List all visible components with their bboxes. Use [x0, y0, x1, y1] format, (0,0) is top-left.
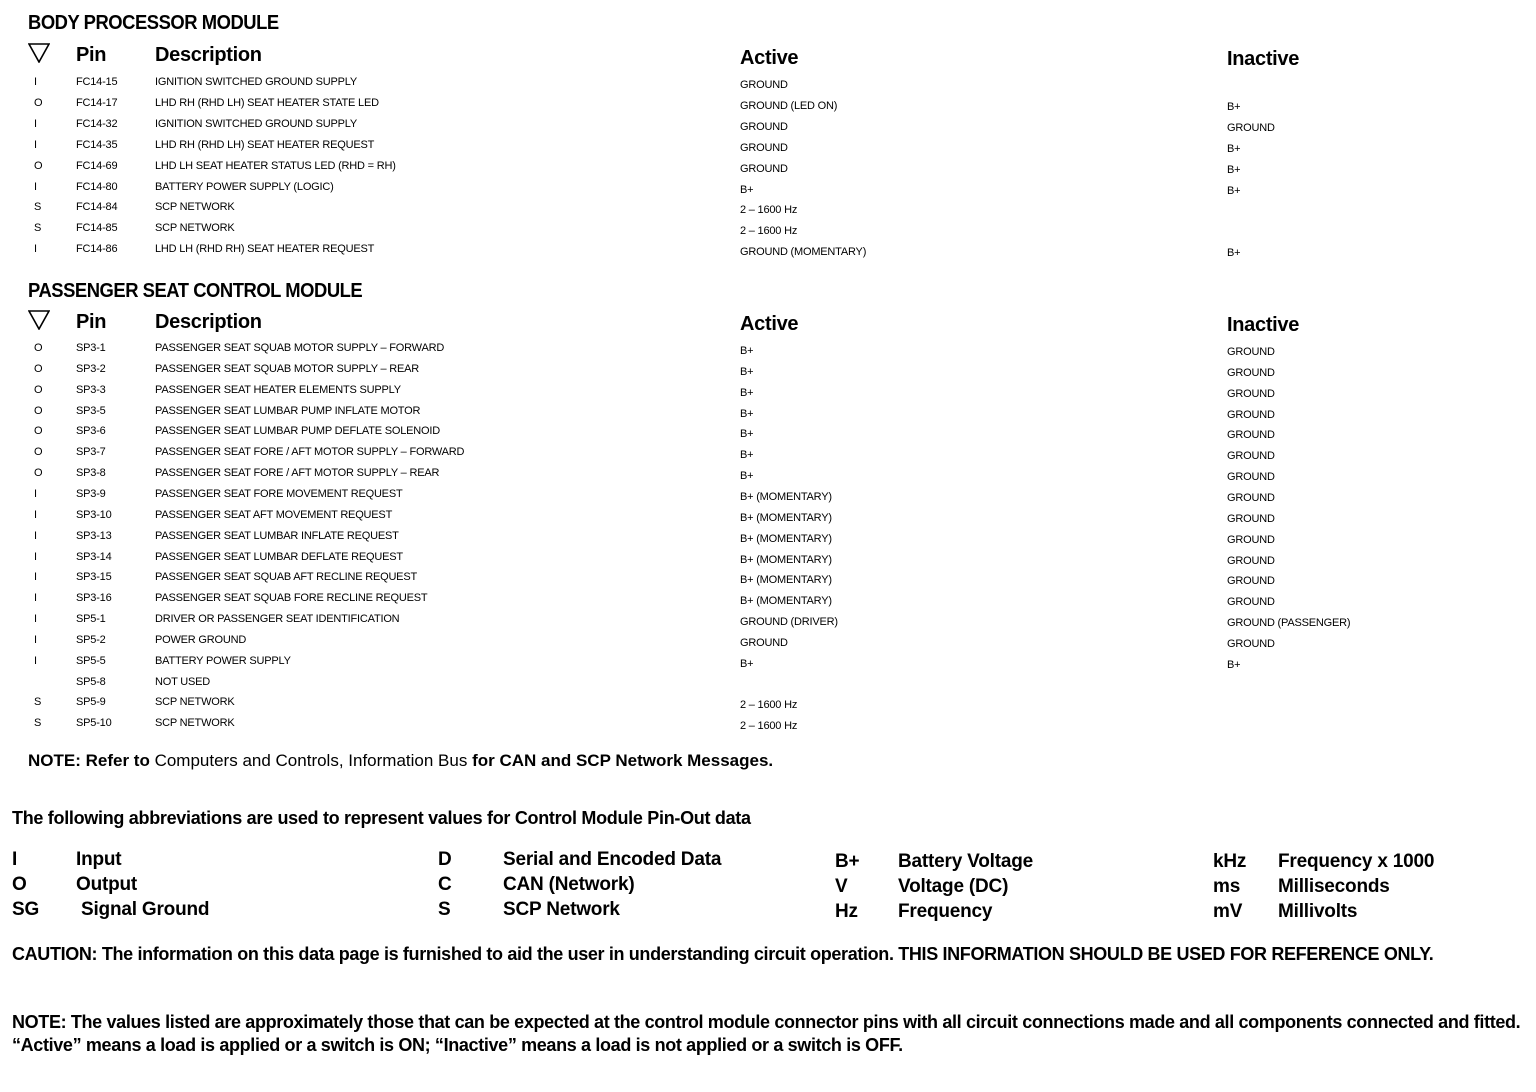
description-cell: SCP NETWORK	[155, 222, 235, 235]
table-row	[0, 201, 1536, 222]
pin-cell: FC14-35	[76, 138, 118, 151]
table-row	[0, 613, 1536, 634]
description-cell: PASSENGER SEAT LUMBAR DEFLATE REQUEST	[155, 550, 403, 563]
active-cell: B+	[740, 470, 754, 483]
io-cell: O	[34, 159, 43, 172]
pin-cell: SP3-7	[76, 446, 106, 459]
active-cell: B+	[740, 407, 754, 420]
abbreviation-meaning: Frequency x 1000	[1278, 851, 1435, 872]
pscm-header-description: Description	[155, 311, 262, 333]
active-cell: B+ (MOMENTARY)	[740, 553, 832, 566]
pin-cell: SP5-8	[76, 675, 106, 688]
network-note	[28, 751, 773, 771]
pin-cell: SP5-10	[76, 717, 112, 730]
pin-cell: FC14-32	[76, 117, 118, 130]
io-cell: O	[34, 446, 43, 459]
abbreviation-code: I	[12, 849, 18, 870]
table-row	[0, 384, 1536, 405]
io-cell: O	[34, 425, 43, 438]
description-cell: PASSENGER SEAT LUMBAR INFLATE REQUEST	[155, 529, 399, 542]
pscm-title: PASSENGER SEAT CONTROL MODULE	[28, 280, 363, 302]
active-cell: GROUND (DRIVER)	[740, 616, 838, 629]
pin-cell: FC14-85	[76, 222, 118, 235]
abbreviation-meaning: Input	[76, 849, 122, 870]
abbreviation-meaning: Output	[76, 874, 138, 895]
table-row	[0, 181, 1536, 202]
abbreviation-meaning: Millivolts	[1278, 901, 1358, 922]
description-cell: IGNITION SWITCHED GROUND SUPPLY	[155, 117, 357, 130]
abbreviation-code: SG	[12, 899, 40, 920]
inactive-cell: GROUND	[1227, 491, 1275, 504]
pin-cell: FC14-80	[76, 180, 118, 193]
pin-cell: SP3-13	[76, 529, 112, 542]
abbreviation-code: V	[835, 876, 848, 897]
io-cell: O	[34, 342, 43, 354]
inactive-cell: GROUND (PASSENGER)	[1227, 617, 1351, 630]
bpm-header-inactive: Inactive	[1227, 48, 1300, 70]
pin-cell: FC14-69	[76, 159, 118, 172]
description-cell: POWER GROUND	[155, 633, 247, 646]
io-cell: I	[34, 550, 37, 563]
inactive-cell: GROUND	[1227, 533, 1275, 546]
bpm-title: BODY PROCESSOR MODULE	[28, 12, 279, 34]
table-row	[0, 425, 1536, 446]
active-cell: B+	[740, 449, 754, 462]
pin-cell: SP3-8	[76, 467, 106, 480]
abbreviation-code: O	[12, 874, 27, 895]
io-cell: O	[34, 383, 43, 396]
active-cell: 2 – 1600 Hz	[740, 720, 798, 733]
abbreviation-code: B+	[835, 851, 860, 872]
pin-cell: SP5-2	[76, 633, 106, 646]
inactive-cell: B+	[1227, 163, 1241, 176]
io-cell: I	[34, 508, 37, 521]
inactive-cell: B+	[1227, 100, 1241, 113]
pin-cell: SP3-6	[76, 425, 106, 438]
table-row	[0, 592, 1536, 613]
description-cell: PASSENGER SEAT LUMBAR PUMP DEFLATE SOLENOID	[155, 425, 441, 438]
description-cell: PASSENGER SEAT SQUAB MOTOR SUPPLY – FORWARD	[155, 342, 445, 354]
description-cell: IGNITION SWITCHED GROUND SUPPLY	[155, 76, 357, 88]
active-cell: B+ (MOMENTARY)	[740, 595, 832, 608]
description-cell: PASSENGER SEAT LUMBAR PUMP INFLATE MOTOR	[155, 404, 421, 417]
pin-cell: SP5-1	[76, 613, 106, 626]
pin-cell: SP3-14	[76, 550, 112, 563]
table-row	[0, 446, 1536, 467]
inactive-cell: GROUND	[1227, 387, 1275, 400]
active-cell: 2 – 1600 Hz	[740, 699, 798, 712]
abbreviation-code: ms	[1213, 876, 1241, 897]
inactive-cell: B+	[1227, 184, 1241, 197]
description-cell: PASSENGER SEAT FORE / AFT MOTOR SUPPLY – FORWARD	[155, 446, 465, 459]
description-cell: LHD RH (RHD LH) SEAT HEATER REQUEST	[155, 138, 375, 151]
description-cell: PASSENGER SEAT AFT MOVEMENT REQUEST	[155, 508, 393, 521]
inactive-cell: GROUND	[1227, 366, 1275, 379]
description-cell: DRIVER OR PASSENGER SEAT IDENTIFICATION	[155, 613, 400, 626]
io-cell: S	[34, 222, 42, 235]
io-cell: I	[34, 180, 37, 193]
table-row	[0, 509, 1536, 530]
bpm-header-active: Active	[740, 47, 799, 69]
table-row	[0, 488, 1536, 509]
active-cell: B+	[740, 428, 754, 441]
pin-cell: SP3-5	[76, 404, 106, 417]
io-cell: I	[34, 613, 37, 626]
table-row	[0, 696, 1536, 717]
description-cell: SCP NETWORK	[155, 696, 235, 709]
abbreviation-meaning: SCP Network	[503, 899, 620, 920]
table-row	[0, 717, 1536, 738]
active-cell: B+ (MOMENTARY)	[740, 511, 832, 524]
abbreviation-code: mV	[1213, 901, 1243, 922]
table-row	[0, 551, 1536, 572]
table-row	[0, 118, 1536, 139]
bpm-header-description: Description	[155, 44, 262, 66]
inactive-cell: GROUND	[1227, 471, 1275, 484]
description-cell: BATTERY POWER SUPPLY (LOGIC)	[155, 180, 334, 193]
pin-cell: FC14-15	[76, 76, 118, 88]
abbreviation-meaning: CAN (Network)	[503, 874, 635, 895]
table-row	[0, 363, 1536, 384]
inactive-cell: B+	[1227, 247, 1241, 260]
description-cell: NOT USED	[155, 675, 211, 688]
description-cell: LHD LH SEAT HEATER STATUS LED (RHD = RH)	[155, 159, 396, 172]
pin-cell: SP3-16	[76, 592, 112, 605]
io-cell: I	[34, 654, 37, 667]
inactive-cell: B+	[1227, 658, 1241, 671]
io-cell: I	[34, 571, 37, 584]
description-cell: PASSENGER SEAT HEATER ELEMENTS SUPPLY	[155, 383, 401, 396]
active-cell: GROUND	[740, 162, 788, 175]
pscm-header-active: Active	[740, 313, 799, 335]
abbreviation-code: C	[438, 874, 452, 895]
inactive-cell: GROUND	[1227, 575, 1275, 588]
description-cell: SCP NETWORK	[155, 717, 235, 730]
io-cell: O	[34, 467, 43, 480]
io-cell: I	[34, 592, 37, 605]
active-cell: GROUND	[740, 120, 788, 133]
io-cell: I	[34, 76, 37, 88]
io-cell: S	[34, 717, 42, 730]
abbreviation-meaning: Milliseconds	[1278, 876, 1390, 897]
triangle-down-icon	[28, 310, 50, 330]
table-row	[0, 405, 1536, 426]
caution-text: CAUTION: The information on this data page is furnished to aid the user in understanding circuit operation. THIS INFORMATION SHOULD BE USED FOR REFERENCE ONLY.	[12, 944, 1434, 964]
pin-cell: SP3-15	[76, 571, 112, 584]
pin-cell: SP3-10	[76, 508, 112, 521]
pin-cell: SP3-9	[76, 487, 106, 500]
io-cell: O	[34, 404, 43, 417]
inactive-cell: GROUND	[1227, 346, 1275, 358]
table-row	[0, 76, 1536, 97]
active-cell: GROUND (MOMENTARY)	[740, 246, 867, 259]
inactive-cell: GROUND	[1227, 637, 1275, 650]
pin-cell: FC14-86	[76, 243, 118, 256]
inactive-cell: GROUND	[1227, 121, 1275, 134]
pin-cell: SP5-9	[76, 696, 106, 709]
active-cell: B+	[740, 365, 754, 378]
active-cell: GROUND	[740, 141, 788, 154]
active-cell: 2 – 1600 Hz	[740, 204, 798, 217]
pin-cell: FC14-17	[76, 96, 118, 109]
pscm-header-inactive: Inactive	[1227, 314, 1300, 336]
pin-cell: FC14-84	[76, 201, 118, 214]
inactive-cell: GROUND	[1227, 429, 1275, 442]
active-cell: 2 – 1600 Hz	[740, 225, 798, 238]
note-suffix: for CAN and SCP Network Messages.	[472, 751, 774, 770]
inactive-cell: GROUND	[1227, 512, 1275, 525]
description-cell: PASSENGER SEAT SQUAB AFT RECLINE REQUEST	[155, 571, 417, 584]
active-cell: B+	[740, 183, 754, 196]
abbreviations-intro: The following abbreviations are used to represent values for Control Module Pin-Out data	[12, 808, 751, 828]
pin-cell: SP5-5	[76, 654, 106, 667]
abbreviation-code: kHz	[1213, 851, 1247, 872]
description-cell: PASSENGER SEAT FORE MOVEMENT REQUEST	[155, 487, 403, 500]
pin-cell: SP3-3	[76, 383, 106, 396]
note-prefix: NOTE: Refer to	[28, 751, 150, 770]
inactive-cell: GROUND	[1227, 408, 1275, 421]
values-note-text: NOTE: The values listed are approximately those that can be expected at the control module connector pins with all circuit connections made and all components connected and fitted. “Active” means a load is applied or a switch is ON; “Inactive” means a load is not applied or a switch is OFF.	[12, 1012, 1521, 1055]
table-row	[0, 243, 1536, 264]
active-cell: B+	[740, 657, 754, 670]
table-row	[0, 676, 1536, 697]
description-cell: PASSENGER SEAT SQUAB MOTOR SUPPLY – REAR	[155, 362, 420, 375]
active-cell: B+	[740, 386, 754, 399]
io-cell: O	[34, 96, 43, 109]
active-cell: B+ (MOMENTARY)	[740, 532, 832, 545]
abbreviation-code: D	[438, 849, 452, 870]
table-row	[0, 97, 1536, 118]
abbreviation-code: S	[438, 899, 451, 920]
description-cell: PASSENGER SEAT SQUAB FORE RECLINE REQUEST	[155, 592, 428, 605]
table-row	[0, 571, 1536, 592]
table-row	[0, 655, 1536, 676]
description-cell: PASSENGER SEAT FORE / AFT MOTOR SUPPLY – REAR	[155, 467, 440, 480]
table-row	[0, 222, 1536, 243]
table-row	[0, 342, 1536, 363]
io-cell: O	[34, 362, 43, 375]
io-cell: I	[34, 487, 37, 500]
description-cell: SCP NETWORK	[155, 201, 235, 214]
active-cell: GROUND	[740, 79, 788, 91]
active-cell: B+	[740, 345, 754, 357]
pscm-header-pin: Pin	[76, 311, 107, 333]
inactive-cell: B+	[1227, 142, 1241, 155]
active-cell: GROUND (LED ON)	[740, 99, 838, 112]
description-cell: BATTERY POWER SUPPLY	[155, 654, 291, 667]
pin-cell: SP3-1	[76, 342, 106, 354]
active-cell: B+ (MOMENTARY)	[740, 574, 832, 587]
abbreviation-meaning: Frequency	[898, 901, 993, 922]
triangle-down-icon	[28, 43, 50, 63]
io-cell: I	[34, 633, 37, 646]
io-cell: I	[34, 243, 37, 256]
pin-cell: SP3-2	[76, 362, 106, 375]
io-cell: S	[34, 201, 42, 214]
abbreviation-meaning: Signal Ground	[81, 899, 210, 920]
inactive-cell: GROUND	[1227, 596, 1275, 609]
inactive-cell: GROUND	[1227, 450, 1275, 463]
active-cell: GROUND	[740, 636, 788, 649]
table-row	[0, 139, 1536, 160]
io-cell: S	[34, 696, 42, 709]
io-cell: I	[34, 529, 37, 542]
description-cell: LHD RH (RHD LH) SEAT HEATER STATE LED	[155, 96, 379, 109]
abbreviation-code: Hz	[835, 901, 858, 922]
table-row	[0, 467, 1536, 488]
table-row	[0, 530, 1536, 551]
abbreviation-meaning: Battery Voltage	[898, 851, 1033, 872]
bpm-header-pin: Pin	[76, 44, 107, 66]
table-row	[0, 634, 1536, 655]
abbreviation-meaning: Voltage (DC)	[898, 876, 1009, 897]
abbreviation-meaning: Serial and Encoded Data	[503, 849, 722, 870]
inactive-cell: GROUND	[1227, 554, 1275, 567]
active-cell: B+ (MOMENTARY)	[740, 490, 832, 503]
description-cell: LHD LH (RHD RH) SEAT HEATER REQUEST	[155, 243, 375, 256]
io-cell: I	[34, 117, 37, 130]
table-row	[0, 160, 1536, 181]
io-cell: I	[34, 138, 37, 151]
note-reference-link: Computers and Controls, Information Bus	[154, 751, 468, 770]
